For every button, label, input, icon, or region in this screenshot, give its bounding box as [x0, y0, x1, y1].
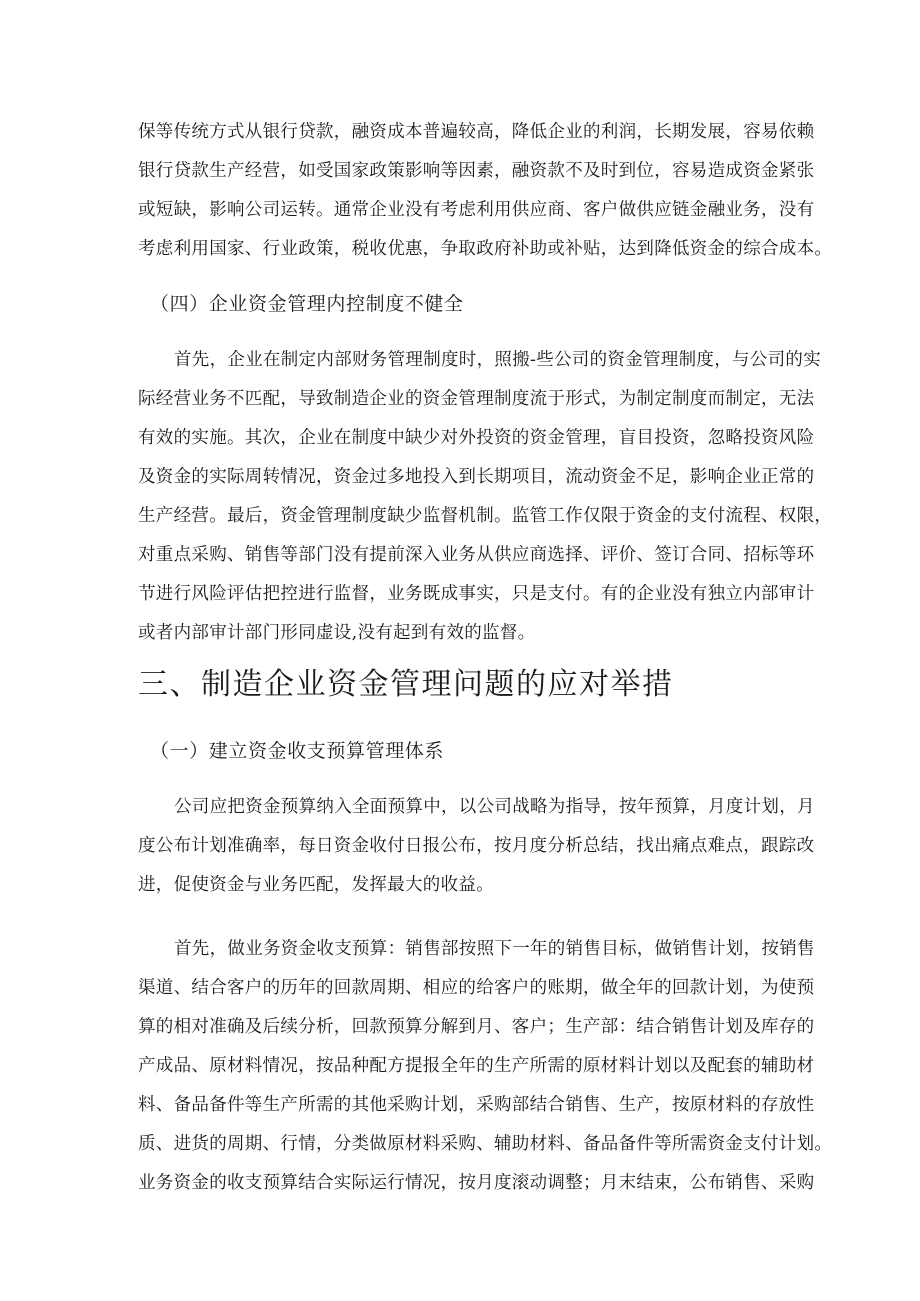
paragraph-line: 或短缺，影响公司运转。通常企业没有考虑利用供应商、客户做供应链金融业务，没有 — [138, 200, 815, 220]
paragraph-line: 首先，企业在制定内部财务管理制度时，照搬-些公司的资金管理制度，与公司的实 — [174, 350, 822, 370]
paragraph-line: 有效的实施。其次，企业在制度中缺少对外投资的资金管理，盲目投资，忽略投资风险 — [138, 428, 815, 448]
paragraph-line: 度公布计划准确率，每日资金收付日报公布，按月度分析总结，找出痛点难点，跟踪改 — [138, 836, 815, 856]
paragraph-line: 或者内部审计部门形同虚设,没有起到有效的监督。 — [138, 623, 536, 643]
paragraph-line: 保等传统方式从银行贷款，融资成本普遍较高，降低企业的利润，长期发展，容易依赖 — [138, 122, 815, 142]
paragraph-line: 业务资金的收支预算结合实际运行情况，按月度滚动调整；月末结束，公布销售、采购 — [138, 1173, 815, 1193]
paragraph-line: 节进行风险评估把控进行监督，业务既成事实，只是支付。有的企业没有独立内部审计 — [138, 584, 815, 604]
paragraph-line: 首先，做业务资金收支预算：销售部按照下一年的销售目标，做销售计划，按销售 — [174, 939, 815, 959]
paragraph-line: 银行贷款生产经营，如受国家政策影响等因素，融资款不及时到位，容易造成资金紧张 — [138, 161, 815, 181]
paragraph-line: 产成品、原材料情况，按品种配方提报全年的生产所需的原材料计划以及配套的辅助材 — [138, 1056, 815, 1076]
paragraph-line: 及资金的实际周转情况，资金过多地投入到长期项目，流动资金不足，影响企业正常的 — [138, 467, 815, 487]
paragraph-line: 生产经营。最后，资金管理制度缺少监督机制。监管工作仅限于资金的支付流程、权限， — [138, 506, 833, 526]
subheading-internal-control: （四）企业资金管理内控制度不健全 — [150, 293, 464, 315]
section-heading-countermeasures: 三、制造企业资金管理问题的应对举措 — [138, 667, 674, 702]
paragraph-line: 料、备品备件等生产所需的其他采购计划，采购部结合销售、生产，按原材料的存放性 — [138, 1095, 815, 1115]
paragraph-line: 算的相对准确及后续分析，回款预算分解到月、客户；生产部：结合销售计划及库存的 — [138, 1017, 815, 1037]
paragraph-line: 对重点采购、销售等部门没有提前深入业务从供应商选择、评价、签订合同、招标等环 — [138, 545, 815, 565]
paragraph-line: 公司应把资金预算纳入全面预算中，以公司战略为指导，按年预算，月度计划，月 — [174, 797, 815, 817]
paragraph-line: 质、进货的周期、行情，分类做原材料采购、辅助材料、备品备件等所需资金支付计划。 — [138, 1134, 833, 1154]
paragraph-line: 进，促使资金与业务匹配，发挥最大的收益。 — [138, 875, 494, 895]
paragraph-line: 际经营业务不匹配，导致制造企业的资金管理制度流于形式，为制定制度而制定，无法 — [138, 389, 815, 409]
paragraph-line: 渠道、结合客户的历年的回款周期、相应的给客户的账期，做全年的回款计划，为使预 — [138, 978, 815, 998]
subheading-budget-system: （一）建立资金收支预算管理体系 — [150, 740, 445, 762]
paragraph-line: 考虑利用国家、行业政策，税收优惠，争取政府补助或补贴，达到降低资金的综合成本。 — [138, 239, 833, 259]
